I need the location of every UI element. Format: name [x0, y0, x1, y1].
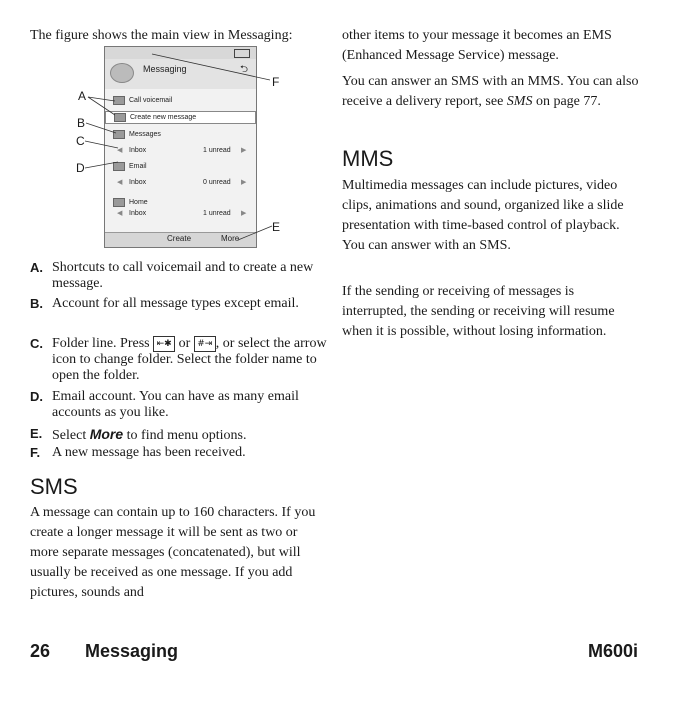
item-c — [30, 336, 326, 386]
item-letter: C. — [30, 336, 43, 351]
item-b — [30, 296, 326, 328]
item-text: Shortcuts to call voicemail and to create a new message. — [52, 260, 314, 291]
softkey-more: More — [221, 234, 240, 243]
row-label: Home — [129, 199, 148, 206]
email-account-icon — [113, 198, 125, 207]
right-key-icon: #⇥ — [194, 336, 216, 352]
item-letter: F. — [30, 445, 41, 460]
item-text: Folder line. Press ⇤✱ or #⇥ , or select the arrow icon to change folder. Select the folder name to open the folder. — [52, 336, 327, 384]
item-text: Select More to find menu options. — [52, 426, 247, 443]
arrow-left-icon: ◀ — [117, 179, 123, 186]
mms-para-2: If the sending or receiving of messages is interrupted, the sending or receiving will resume when it is possible, without losing information. — [342, 284, 615, 339]
row-label: Create new message — [130, 114, 197, 121]
row-label: Email — [129, 163, 147, 170]
phone-title: Messaging — [143, 64, 187, 74]
item-letter: A. — [30, 260, 43, 275]
messaging-envelope-icon — [110, 63, 134, 83]
more-emphasis: More — [89, 426, 124, 442]
battery-icon — [234, 49, 250, 58]
row-label: Messages — [129, 131, 161, 138]
sms-heading: SMS — [30, 474, 78, 499]
status-bar — [105, 47, 256, 59]
left-key-icon: ⇤✱ — [153, 336, 175, 352]
arrow-left-icon: ◀ — [117, 210, 123, 217]
item-letter: D. — [30, 389, 43, 404]
folder-label: Inbox — [129, 147, 147, 154]
arrow-right-icon: ▶ — [241, 147, 247, 154]
folder-label: Inbox — [129, 179, 147, 186]
arrow-right-icon: ▶ — [241, 179, 247, 186]
item-letter: E. — [30, 426, 43, 441]
footer-model: M600i — [588, 641, 639, 661]
row-create-message — [105, 111, 256, 124]
arrow-right-icon: ▶ — [241, 210, 247, 217]
sms-link[interactable]: SMS — [506, 94, 533, 109]
softkey-create: Create — [167, 234, 192, 243]
softkey-bar — [105, 232, 256, 247]
item-text: Email account. You can have as many email accounts as you like. — [52, 389, 299, 420]
phone-screenshot — [104, 46, 257, 248]
item-text: Account for all message types except email. — [52, 296, 299, 311]
folder-status: 0 unread — [203, 179, 231, 186]
item-a — [30, 260, 326, 292]
callout-e: E — [272, 220, 281, 234]
messages-icon — [113, 130, 125, 139]
email-icon — [113, 162, 125, 171]
callout-d: D — [76, 161, 85, 175]
item-e — [30, 426, 326, 442]
item-f — [30, 445, 326, 461]
sms-body: A message can contain up to 160 characters. If you create a longer message it will be sent as two or more separate messages (concatenated), but will usually be received as one message. If you add pictures, sounds and — [30, 505, 316, 600]
figure-intro: The figure shows the main view in Messaging: — [30, 28, 293, 43]
folder-label: Inbox — [129, 210, 147, 217]
callout-a: A — [78, 89, 87, 103]
callout-c: C — [76, 134, 85, 148]
mms-heading: MMS — [342, 146, 394, 171]
page-number: 26 — [30, 641, 51, 661]
item-d — [30, 389, 326, 421]
voicemail-icon — [113, 96, 125, 105]
callout-f: F — [272, 75, 280, 89]
callout-b: B — [77, 116, 86, 130]
folder-status: 1 unread — [203, 210, 231, 217]
back-icon: ⮌ — [239, 64, 248, 75]
footer-section: Messaging — [85, 641, 179, 661]
folder-status: 1 unread — [203, 147, 231, 154]
row-label: Call voicemail — [129, 97, 173, 104]
item-letter: B. — [30, 296, 43, 311]
arrow-left-icon: ◀ — [117, 147, 123, 154]
new-message-icon — [114, 113, 126, 122]
mms-para-1: Multimedia messages can include pictures, video clips, animations and sound, organized like a slide presentation with time-based control of playback. You can answer with an SMS. — [342, 178, 624, 253]
right-para-1: other items to your message it becomes an EMS (Enhanced Message Service) message. — [342, 28, 612, 63]
item-text: A new message has been received. — [52, 445, 246, 460]
right-para-2: You can answer an SMS with an MMS. You can also receive a delivery report, see SMS on page 77. — [342, 74, 639, 109]
